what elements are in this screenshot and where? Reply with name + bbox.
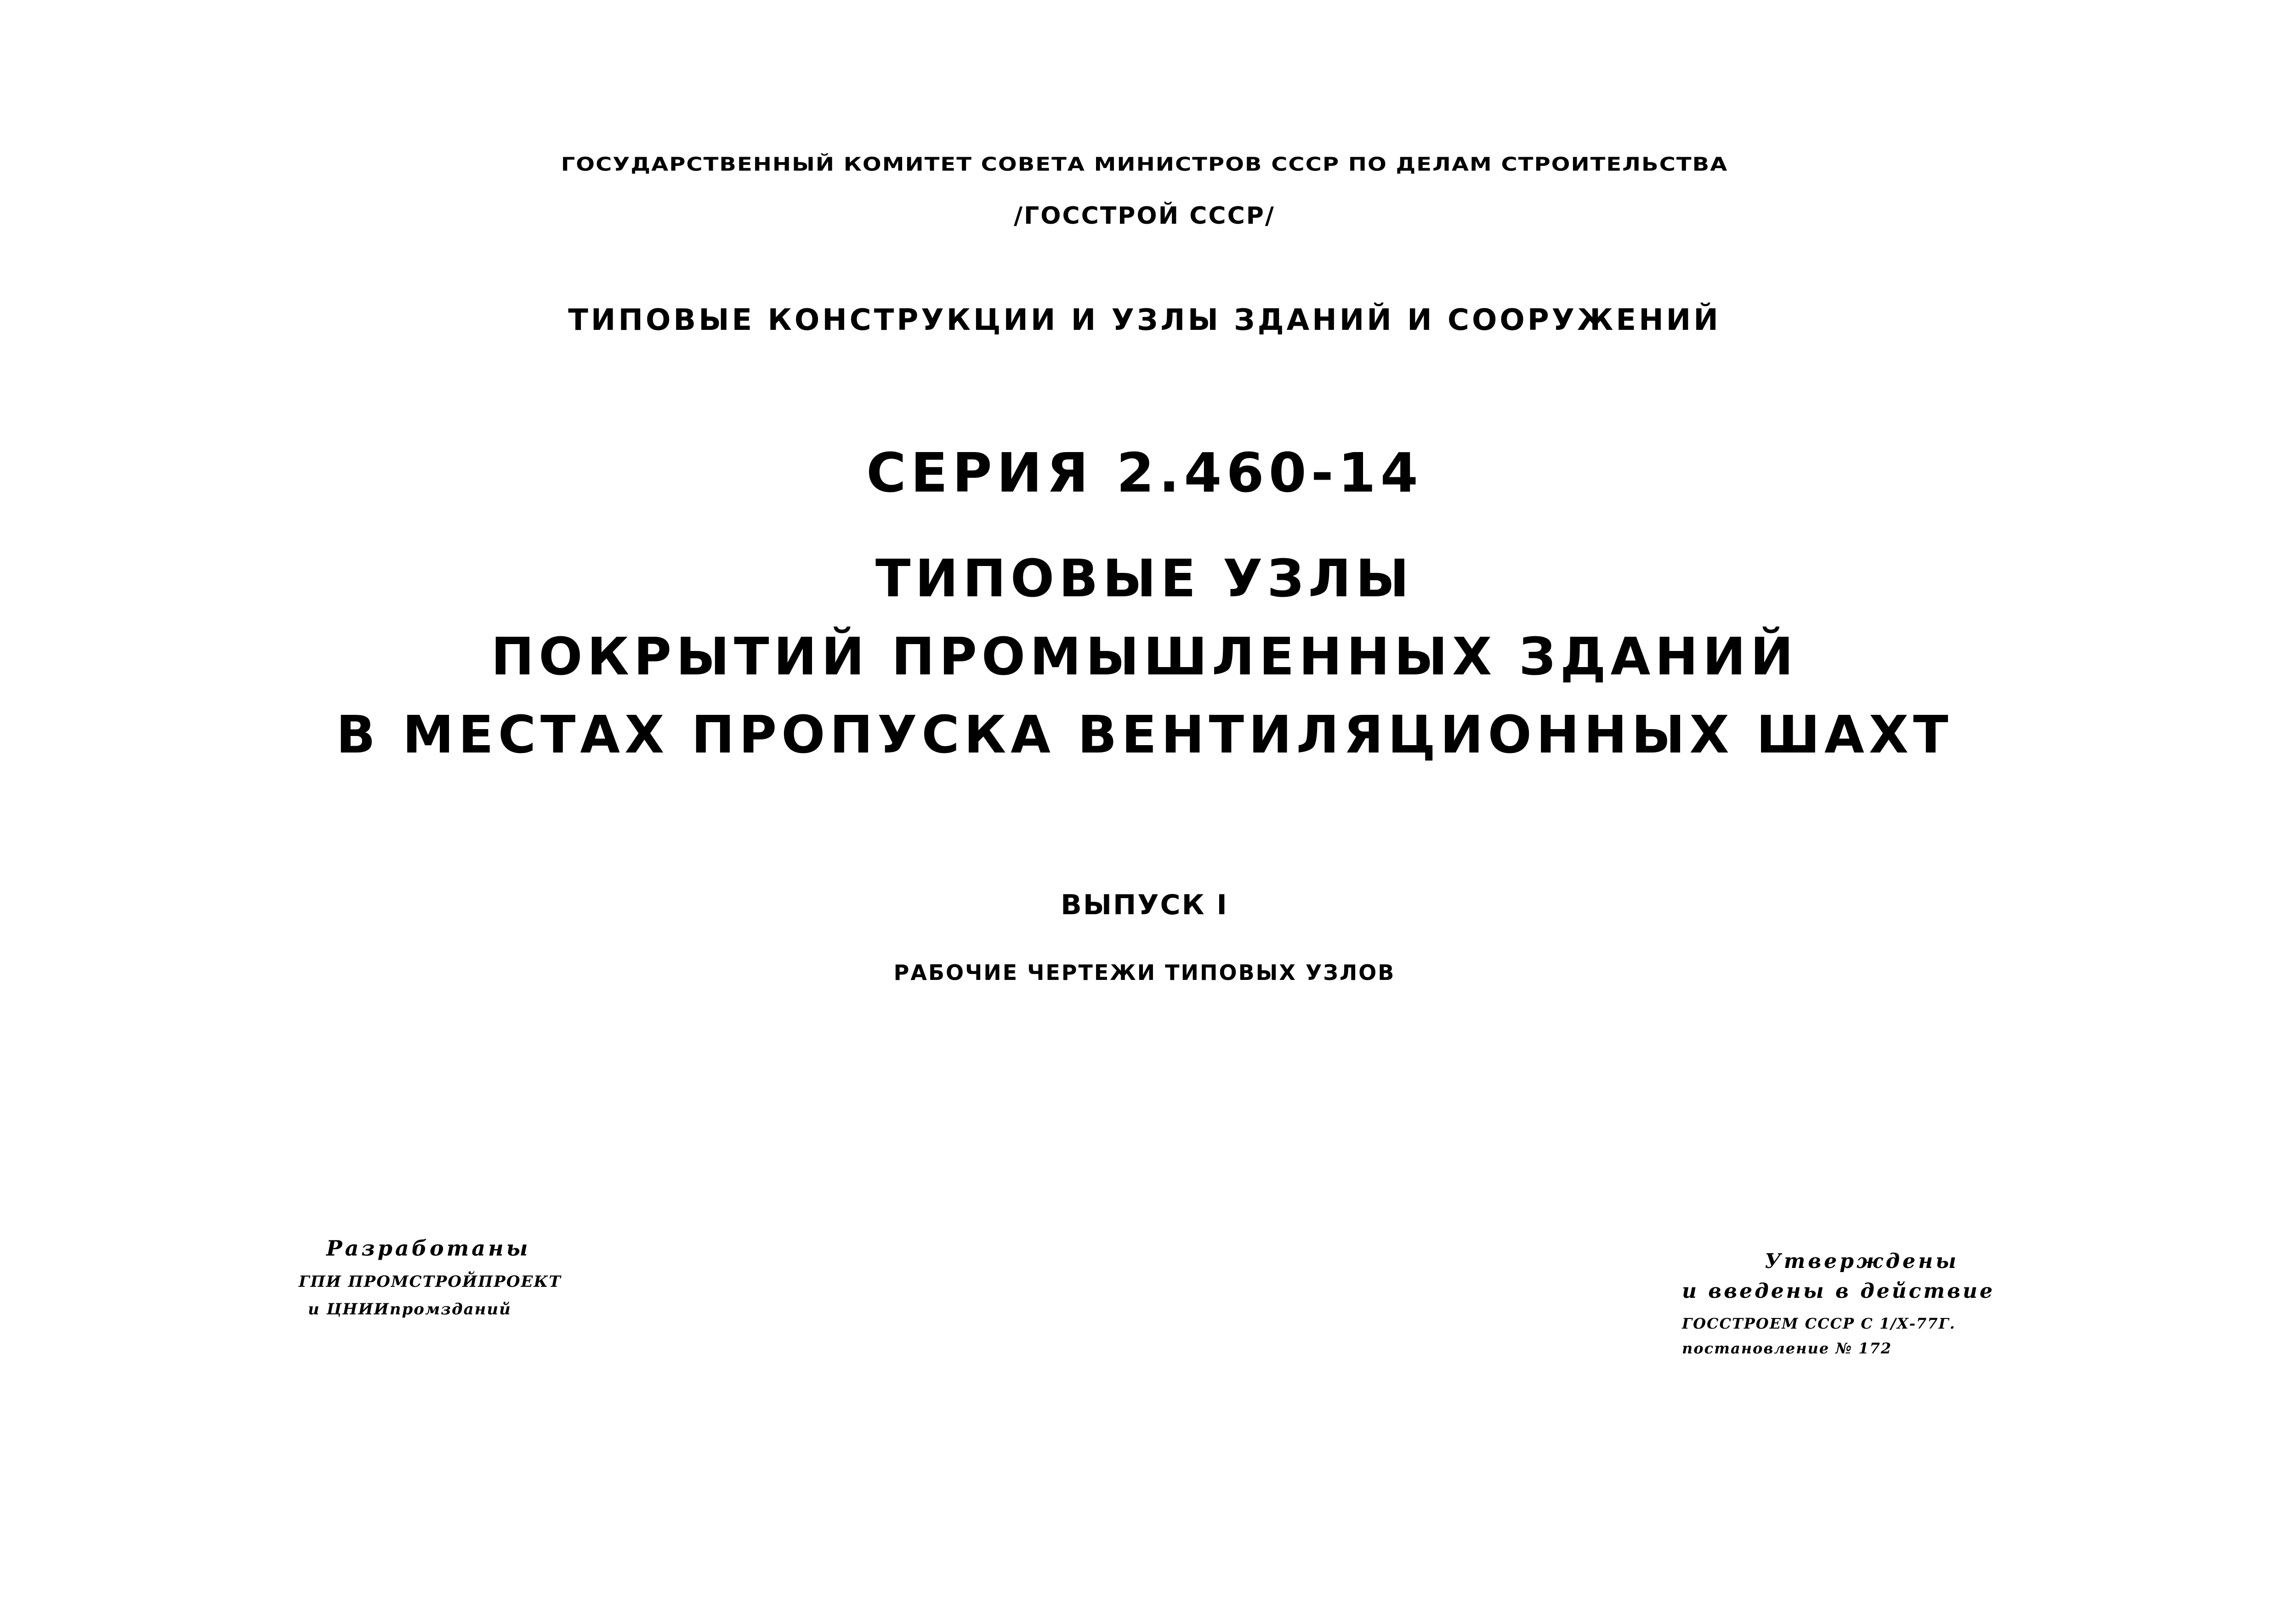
document-subtitle: РАБОЧИЕ ЧЕРТЕЖИ ТИПОВЫХ УЗЛОВ [893,960,1396,985]
approval-line-1: Утверждены [1765,1250,1959,1273]
series-number: СЕРИЯ 2.460-14 [866,441,1423,504]
document-category: ТИПОВЫЕ КОНСТРУКЦИИ И УЗЛЫ ЗДАНИЙ И СООРУЖЕНИЙ [568,303,1721,337]
developer-org-2: и ЦНИИпромзданий [308,1300,511,1318]
document-title-line-3: В МЕСТАХ ПРОПУСКА ВЕНТИЛЯЦИОННЫХ ШАХТ [336,705,1953,765]
agency-abbreviation: /ГОССТРОЙ СССР/ [1014,202,1275,230]
developed-by-block [299,1236,648,1318]
agency-name: ГОСУДАРСТВЕННЫЙ КОМИТЕТ СОВЕТА МИНИСТРОВ СССР ПО ДЕЛАМ СТРОИТЕЛЬСТВА [561,153,1728,175]
document-title-line-1: ТИПОВЫЕ УЗЛЫ [875,549,1414,609]
approval-block [1682,1250,2086,1357]
document-title-line-2: ПОКРЫТИЙ ПРОМЫШЛЕННЫХ ЗДАНИЙ [491,627,1798,687]
approval-line-2: и введены в действие [1682,1279,1995,1303]
developer-org-1: ГПИ ПРОМСТРОЙПРОЕКТ [299,1273,562,1291]
approval-line-3: ГОССТРОЕМ СССР С 1/Х-77Г. [1682,1315,1956,1332]
developed-by-label: Разработаны [326,1236,531,1261]
approval-line-4: постановление № 172 [1682,1340,1892,1357]
issue-number: ВЫПУСК I [1061,889,1228,921]
